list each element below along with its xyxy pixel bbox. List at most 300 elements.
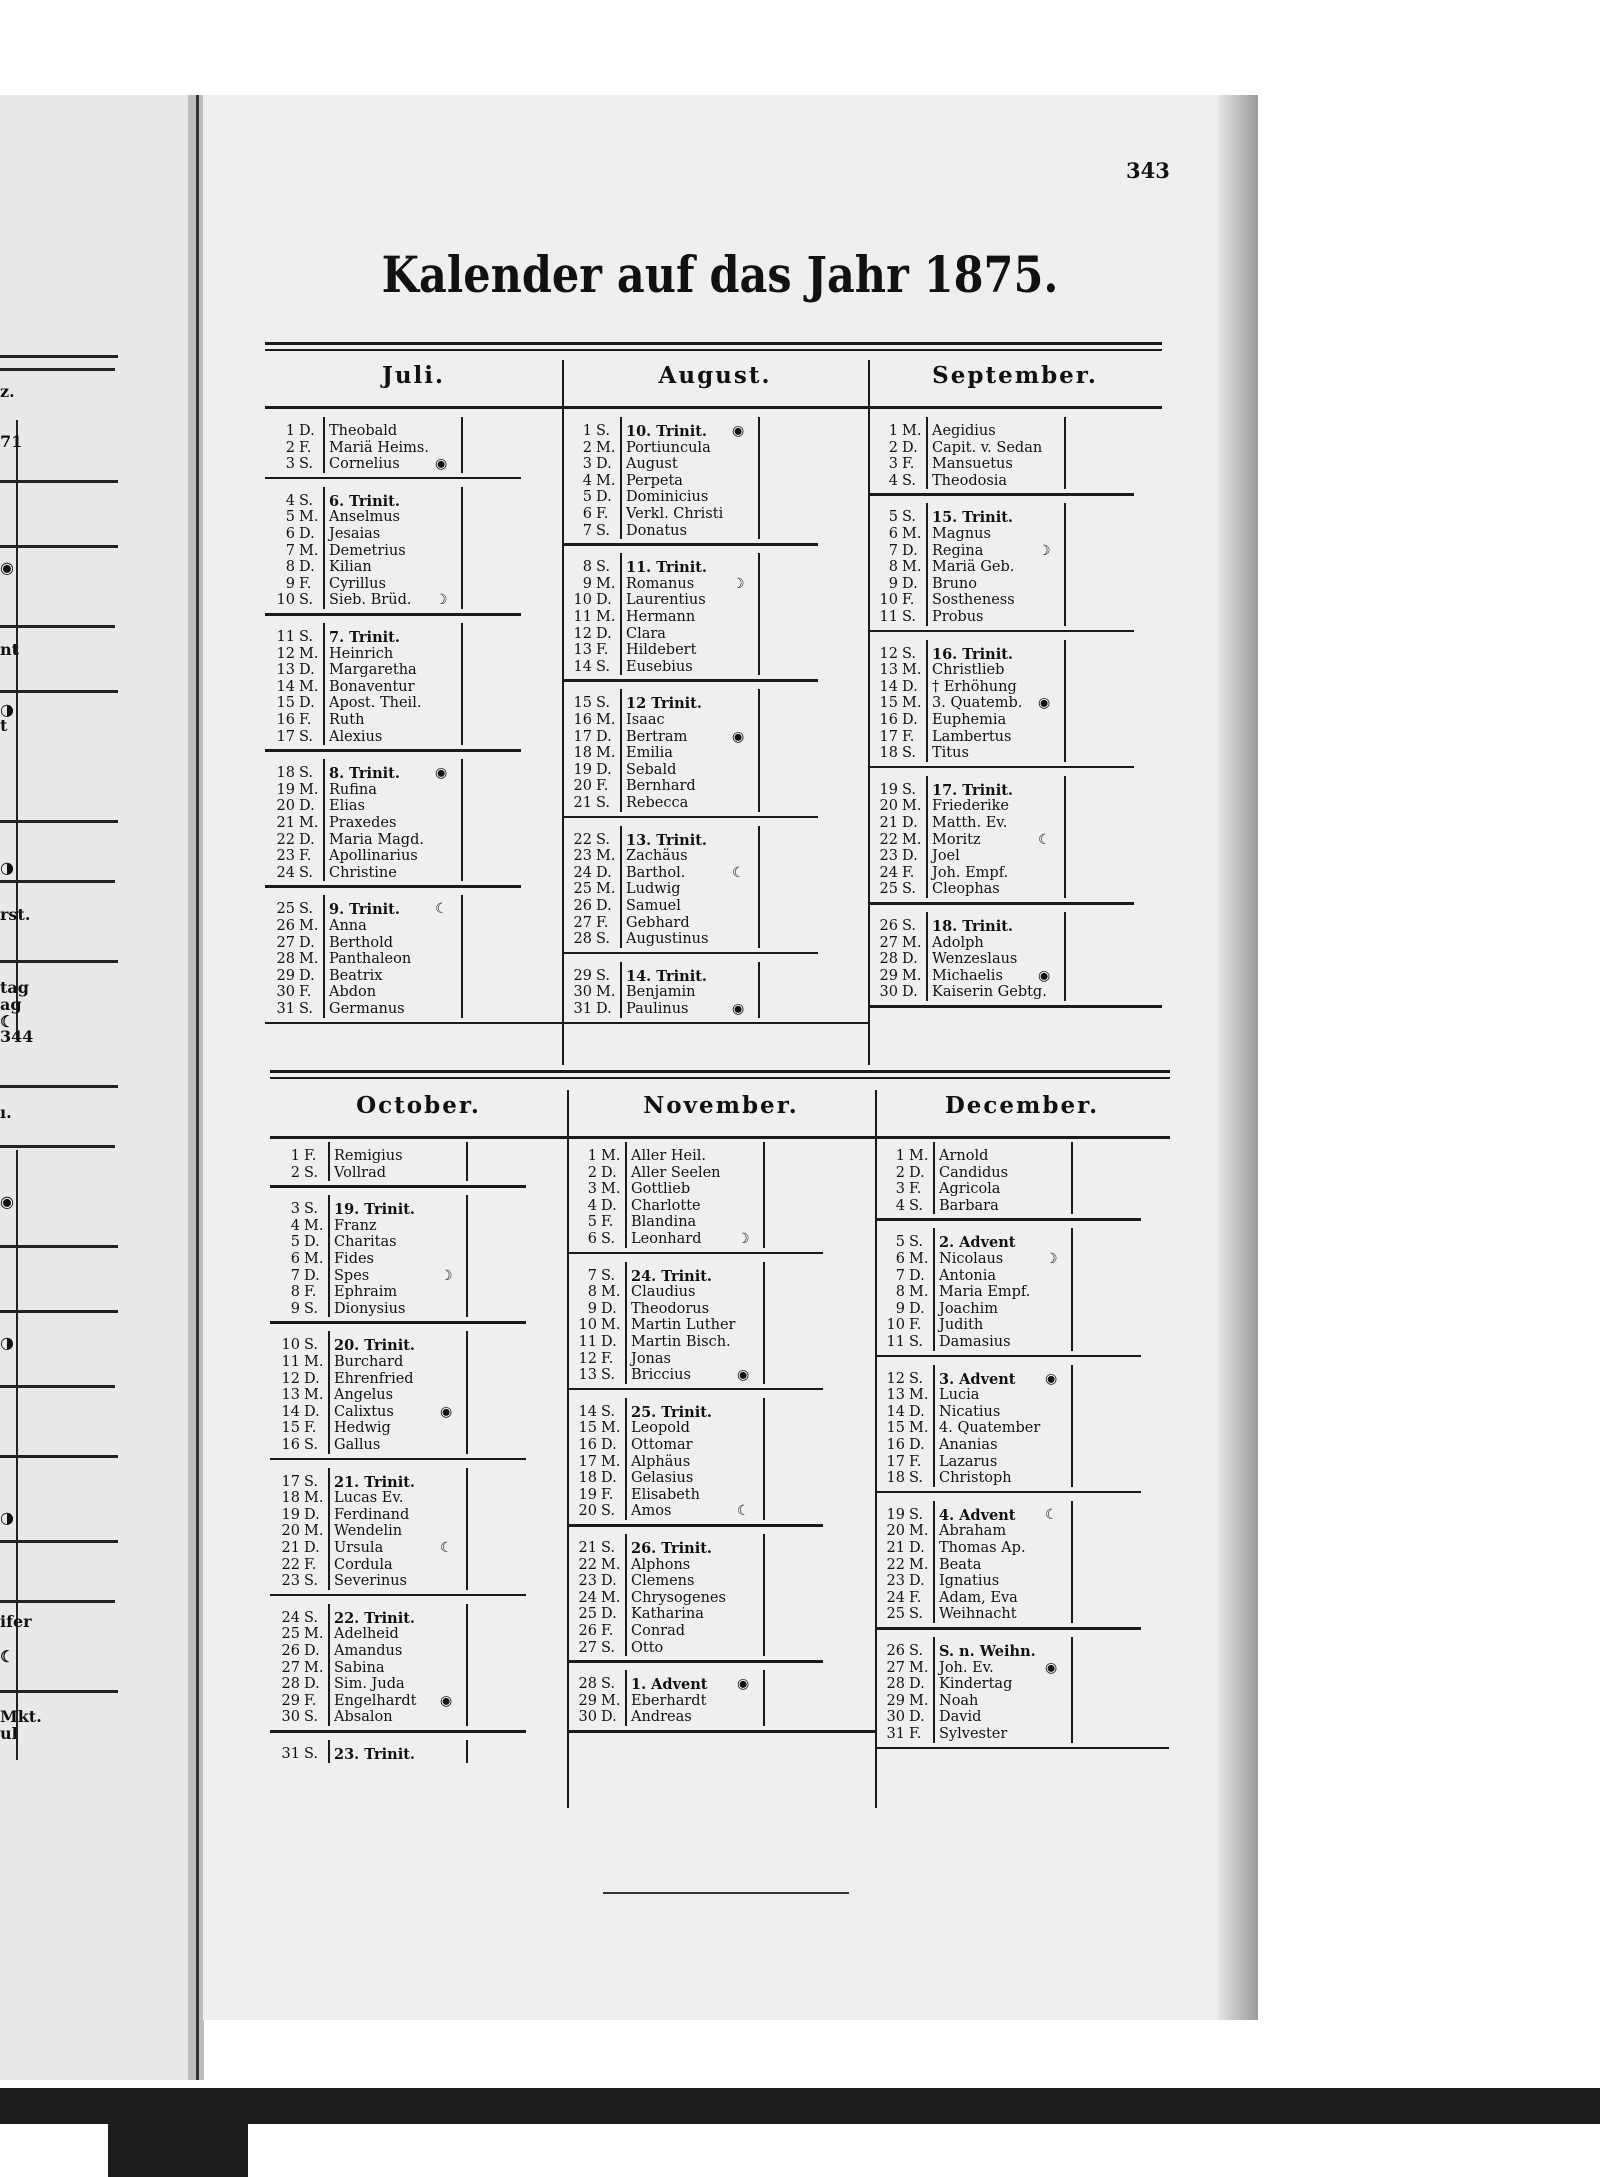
calendar-day-row (567, 1181, 875, 1198)
calendar-day-row (868, 559, 1162, 576)
saint-name: 4. Advent (939, 1506, 1016, 1524)
calendar-day-row (875, 1693, 1169, 1710)
weekday-abbrev: S. (909, 1606, 924, 1623)
weekday-abbrev: D. (601, 1470, 617, 1487)
moon-phase-icon: ◉ (732, 728, 745, 745)
week-separator (265, 885, 521, 888)
day-number: 19 (281, 1506, 300, 1523)
week-right-rule (763, 1670, 765, 1726)
saint-name: Aller Heil. (631, 1148, 706, 1164)
calendar-day-row (562, 881, 868, 898)
weekday-abbrev: S. (902, 881, 917, 898)
calendar-day-row (875, 1371, 1169, 1388)
calendar-day-row (875, 1251, 1169, 1268)
saint-name: Thomas Ap. (939, 1540, 1026, 1556)
day-number: 14 (281, 1403, 300, 1420)
saint-name: August (626, 456, 678, 473)
weekday-abbrev: D. (596, 728, 612, 745)
saint-name: Berthold (329, 934, 393, 951)
weekday-abbrev: F. (902, 456, 915, 473)
week-inner-rule (328, 1331, 330, 1453)
month-header-rule (270, 1136, 1170, 1139)
saint-name: Beatrix (329, 967, 383, 984)
calendar-day-row (265, 765, 562, 782)
week-separator (868, 902, 1134, 905)
calendar-day-row (875, 1660, 1169, 1677)
saint-name: Aller Seelen (631, 1164, 721, 1181)
page-number: 343 (1126, 158, 1170, 183)
saint-name: Rufina (329, 781, 377, 798)
week-separator (562, 952, 818, 955)
day-number: 31 (886, 1726, 905, 1742)
saint-name: 2. Advent (939, 1234, 1016, 1252)
day-number: 14 (886, 1403, 905, 1420)
weekday-abbrev: S. (909, 1506, 924, 1523)
calendar-day-row (875, 1301, 1169, 1318)
calendar-day-row (270, 1746, 567, 1763)
day-number: 17 (578, 1453, 597, 1470)
weekday-abbrev: D. (909, 1267, 925, 1284)
weekday-abbrev: D. (909, 1573, 925, 1590)
saint-name: Verkl. Christi (626, 506, 724, 522)
day-number: 29 (276, 967, 295, 984)
week-inner-rule (933, 1228, 935, 1350)
calendar-day-row (567, 1404, 875, 1421)
week-separator (265, 613, 521, 616)
scan-bottom-border (0, 2088, 1600, 2124)
weekday-abbrev: M. (601, 1692, 621, 1709)
weekday-abbrev: D. (304, 1370, 320, 1387)
saint-name: Matth. Ev. (932, 815, 1008, 831)
week-inner-rule (328, 1468, 330, 1590)
saint-name: 25. Trinit. (631, 1403, 712, 1421)
day-number: 20 (578, 1503, 597, 1520)
week-inner-rule (323, 895, 325, 1017)
calendar-day-row (868, 662, 1162, 679)
day-number: 8 (895, 1284, 905, 1301)
calendar-day-row (270, 1420, 567, 1437)
weekday-abbrev: D. (902, 439, 918, 456)
week-right-rule (1064, 503, 1066, 625)
weekday-abbrev: D. (596, 898, 612, 914)
weekday-abbrev: M. (601, 1284, 621, 1301)
calendar-day-row (875, 1420, 1169, 1437)
saint-name: Paulinus (626, 1001, 689, 1017)
weekday-abbrev: D. (909, 1403, 925, 1420)
calendar-day-row (270, 1387, 567, 1404)
saint-name: Wendelin (334, 1523, 403, 1540)
calendar-day-row (567, 1606, 875, 1623)
saint-name: Sim. Juda (334, 1676, 405, 1693)
calendar-day-row (875, 1284, 1169, 1301)
day-number: 18 (879, 745, 898, 762)
saint-name: Adelheid (334, 1626, 399, 1643)
calendar-day-row (875, 1234, 1169, 1251)
weekday-abbrev: S. (299, 492, 314, 509)
left-page-column-rule (16, 420, 18, 1040)
saint-name: Amos (631, 1503, 672, 1520)
day-number: 20 (573, 778, 592, 795)
left-page-rule (0, 355, 118, 358)
left-page-fragment-text: ☾ (0, 1647, 15, 1666)
week-separator (270, 1458, 526, 1461)
weekday-abbrev: D. (909, 1676, 925, 1693)
day-number: 5 (587, 1214, 597, 1231)
calendar-day-row (567, 1573, 875, 1590)
weekday-abbrev: S. (304, 1609, 319, 1626)
saint-name: Clemens (631, 1573, 695, 1590)
calendar-day-row (868, 712, 1162, 729)
saint-name: Samuel (626, 898, 681, 914)
day-number: 17 (281, 1473, 300, 1490)
calendar-day-row (875, 1470, 1169, 1487)
calendar-day-row (875, 1507, 1169, 1524)
weekday-abbrev: F. (299, 848, 312, 865)
weekday-abbrev: M. (601, 1420, 621, 1437)
weekday-abbrev: F. (909, 1181, 922, 1198)
calendar-day-row (270, 1643, 567, 1660)
weekday-abbrev: D. (601, 1573, 617, 1590)
left-page-fragment-text: ◉ (0, 558, 14, 577)
day-number: 4 (587, 1197, 597, 1214)
weekday-abbrev: S. (596, 795, 611, 811)
weekday-abbrev: D. (909, 1164, 925, 1181)
day-number: 28 (886, 1676, 905, 1693)
day-number: 24 (886, 1589, 905, 1606)
calendar-day-row (567, 1420, 875, 1437)
day-number: 1 (582, 423, 592, 439)
calendar-day-row (562, 473, 868, 490)
day-number: 28 (573, 931, 592, 948)
calendar-day-row (270, 1709, 567, 1726)
weekday-abbrev: S. (601, 1267, 616, 1284)
weekday-abbrev: S. (601, 1503, 616, 1520)
day-number: 2 (582, 439, 592, 456)
moon-phase-icon: ◉ (435, 456, 448, 473)
week-separator (567, 1252, 823, 1255)
day-number: 2 (888, 439, 898, 456)
day-number: 19 (886, 1506, 905, 1523)
saint-name: Friederike (932, 798, 1010, 815)
day-number: 5 (895, 1234, 905, 1251)
saint-name: Maria Empf. (939, 1284, 1031, 1301)
saint-name: 1. Advent (631, 1676, 708, 1694)
day-number: 12 (281, 1370, 300, 1387)
moon-phase-icon: ☾ (1045, 1506, 1058, 1523)
weekday-abbrev: M. (304, 1490, 324, 1507)
day-number: 29 (879, 967, 898, 984)
left-page-fragment-text: ☾ (0, 1012, 15, 1031)
day-number: 19 (578, 1486, 597, 1503)
weekday-abbrev: S. (304, 1573, 319, 1590)
weekday-abbrev: D. (304, 1267, 320, 1284)
saint-name: Abraham (939, 1523, 1007, 1540)
day-number: 17 (573, 728, 592, 745)
saint-name: 10. Trinit. (626, 423, 707, 440)
calendar-day-row (270, 1660, 567, 1677)
week-inner-rule (620, 826, 622, 948)
calendar-day-row (868, 592, 1162, 609)
weekday-abbrev: D. (909, 1437, 925, 1453)
day-number: 17 (276, 728, 295, 745)
weekday-abbrev: D. (902, 815, 918, 831)
calendar-day-row (265, 440, 562, 457)
day-number: 11 (276, 629, 295, 645)
week-inner-rule (323, 417, 325, 473)
calendar-day-row (875, 1317, 1169, 1334)
calendar-day-row (868, 782, 1162, 799)
saint-name: Sabina (334, 1659, 385, 1676)
saint-name: Rebecca (626, 795, 689, 811)
weekday-abbrev: M. (909, 1387, 929, 1404)
day-number: 30 (573, 984, 592, 1001)
day-number: 6 (587, 1231, 597, 1247)
saint-name: Engelhardt (334, 1692, 417, 1709)
weekday-abbrev: M. (304, 1217, 324, 1234)
left-page-rule (0, 1145, 115, 1148)
saint-name: Probus (932, 609, 984, 625)
saint-name: Absalon (334, 1709, 393, 1726)
day-number: 10 (281, 1337, 300, 1354)
moon-phase-icon: ◉ (737, 1367, 750, 1384)
calendar-day-row (868, 456, 1162, 473)
calendar-day-row (868, 918, 1162, 935)
saint-name: Amandus (334, 1643, 403, 1659)
left-page-fragment-text: 71 (0, 432, 23, 451)
week-right-rule (466, 1331, 468, 1453)
saint-name: Kaiserin Gebtg. (932, 984, 1047, 1001)
day-number: 20 (276, 798, 295, 815)
day-number: 25 (281, 1626, 300, 1643)
day-number: 6 (582, 506, 592, 522)
saint-name: Joh. Empf. (932, 864, 1009, 881)
saint-name: Ferdinand (334, 1506, 410, 1523)
weekday-abbrev: M. (909, 1692, 929, 1709)
weekday-abbrev: D. (902, 848, 918, 865)
day-number: 4 (888, 472, 898, 489)
calendar-day-row (567, 1693, 875, 1710)
calendar-day-row (265, 1001, 562, 1018)
day-number: 22 (573, 831, 592, 848)
saint-name: Martin Luther (631, 1317, 736, 1334)
day-number: 3 (888, 456, 898, 473)
left-page-fragment-text: tag (0, 978, 29, 997)
saint-name: Portiuncula (626, 439, 711, 456)
saint-name: Angelus (334, 1387, 394, 1404)
weekday-abbrev: S. (902, 745, 917, 762)
day-number: 13 (886, 1387, 905, 1404)
weekday-abbrev: M. (596, 439, 616, 456)
day-number: 15 (879, 695, 898, 712)
day-number: 29 (281, 1692, 300, 1709)
day-number: 26 (886, 1643, 905, 1659)
calendar-day-row (265, 662, 562, 679)
saint-name: Benjamin (626, 984, 696, 1001)
saint-name: Mariä Heims. (329, 439, 429, 456)
calendar-day-row (868, 984, 1162, 1001)
weekday-abbrev: S. (596, 695, 611, 712)
weekday-abbrev: S. (909, 1334, 924, 1350)
weekday-abbrev: S. (596, 831, 611, 848)
weekday-abbrev: M. (909, 1284, 929, 1301)
day-number: 18 (276, 765, 295, 782)
day-number: 7 (895, 1267, 905, 1284)
calendar-top-rule-thin (265, 349, 1162, 351)
weekday-abbrev: D. (902, 575, 918, 592)
calendar-day-row (875, 1523, 1169, 1540)
week-inner-rule (933, 1637, 935, 1743)
day-number: 29 (886, 1692, 905, 1709)
weekday-abbrev: S. (299, 456, 314, 473)
day-number: 1 (895, 1148, 905, 1164)
saint-name: Perpeta (626, 472, 683, 489)
saint-name: Nicatius (939, 1403, 1001, 1420)
calendar-day-row (567, 1367, 875, 1384)
day-number: 21 (578, 1540, 597, 1556)
calendar-top-rule (265, 342, 1162, 345)
calendar-day-row (868, 935, 1162, 952)
day-number: 22 (879, 831, 898, 848)
saint-name: Severinus (334, 1573, 407, 1590)
day-number: 23 (879, 848, 898, 865)
saint-name: Anna (329, 918, 367, 934)
week-right-rule (758, 553, 760, 675)
saint-name: † Erhöhung (932, 678, 1017, 695)
calendar-day-row (567, 1640, 875, 1657)
day-number: 2 (587, 1164, 597, 1181)
saint-name: Briccius (631, 1367, 691, 1384)
weekday-abbrev: D. (304, 1506, 320, 1523)
weekday-abbrev: S. (304, 1300, 319, 1317)
saint-name: 15. Trinit. (932, 509, 1013, 527)
saint-name: Ignatius (939, 1573, 1000, 1590)
day-number: 12 (573, 625, 592, 642)
calendar-day-row (875, 1404, 1169, 1421)
weekday-abbrev: D. (909, 1300, 925, 1317)
day-number: 6 (888, 526, 898, 542)
saint-name: 14. Trinit. (626, 967, 707, 985)
week-separator (567, 1660, 823, 1663)
saint-name: Zachäus (626, 848, 688, 865)
week-inner-rule (926, 640, 928, 762)
calendar-day-row (567, 1454, 875, 1471)
saint-name: Christoph (939, 1470, 1012, 1487)
weekday-abbrev: D. (902, 712, 918, 728)
saint-name: Blandina (631, 1214, 697, 1231)
day-number: 27 (886, 1659, 905, 1676)
day-number: 4 (290, 1217, 300, 1234)
saint-name: 8. Trinit. (329, 765, 400, 783)
weekday-abbrev: M. (299, 509, 319, 526)
day-number: 20 (879, 798, 898, 815)
day-number: 11 (879, 609, 898, 625)
calendar-day-row (562, 898, 868, 915)
day-number: 13 (281, 1387, 300, 1404)
saint-name: Kindertag (939, 1676, 1013, 1693)
weekday-abbrev: D. (601, 1437, 617, 1453)
day-number: 10 (578, 1317, 597, 1334)
week-right-rule (461, 487, 463, 609)
day-number: 15 (886, 1420, 905, 1437)
calendar-day-row (562, 456, 868, 473)
saint-name: Apollinarius (329, 848, 418, 865)
weekday-abbrev: M. (299, 815, 319, 831)
weekday-abbrev: M. (299, 781, 319, 798)
weekday-abbrev: D. (304, 1234, 320, 1251)
weekday-abbrev: D. (601, 1197, 617, 1214)
weekday-abbrev: F. (902, 728, 915, 745)
week-inner-rule (328, 1195, 330, 1317)
weekday-abbrev: F. (909, 1453, 922, 1470)
weekday-abbrev: D. (601, 1709, 617, 1726)
saint-name: Spes (334, 1267, 370, 1284)
left-page-fragment-text: ifer (0, 1612, 32, 1631)
calendar-day-row (868, 745, 1162, 762)
calendar-day-row (265, 526, 562, 543)
weekday-abbrev: M. (299, 645, 319, 662)
saint-name: Hedwig (334, 1420, 391, 1437)
day-number: 27 (578, 1639, 597, 1656)
week-right-rule (466, 1740, 468, 1763)
weekday-abbrev: S. (304, 1337, 319, 1354)
weekday-abbrev: S. (902, 472, 917, 489)
saint-name: Arnold (939, 1148, 989, 1164)
calendar-day-row (868, 815, 1162, 832)
week-inner-rule (328, 1142, 330, 1181)
left-page-fragment-text: ◑ (0, 1333, 14, 1352)
weekday-abbrev: S. (299, 629, 314, 645)
day-number: 29 (573, 967, 592, 984)
saint-name: Agricola (939, 1181, 1001, 1198)
saint-name: Barbara (939, 1197, 999, 1214)
weekday-abbrev: D. (909, 1709, 925, 1726)
calendar-day-row (270, 1474, 567, 1491)
saint-name: Vollrad (334, 1164, 387, 1181)
saint-name: 26. Trinit. (631, 1540, 712, 1557)
saint-name: Damasius (939, 1334, 1011, 1350)
weekday-abbrev: S. (601, 1231, 616, 1247)
saint-name: Moritz (932, 831, 981, 848)
calendar-day-row (265, 901, 562, 918)
calendar-day-row (265, 559, 562, 576)
day-number: 7 (587, 1267, 597, 1284)
left-page-fragment-text: ◑ (0, 700, 14, 719)
week-right-rule (1064, 776, 1066, 898)
calendar-day-row (265, 832, 562, 849)
saint-name: Lucas Ev. (334, 1490, 404, 1507)
weekday-abbrev: S. (902, 609, 917, 625)
day-number: 5 (888, 509, 898, 526)
day-number: 11 (281, 1354, 300, 1370)
saint-name: Joel (932, 848, 960, 865)
weekday-abbrev: D. (596, 592, 612, 609)
left-page-column-rule (16, 1150, 18, 1760)
left-page-fragment-text: ◉ (0, 1192, 14, 1211)
calendar-day-row (868, 865, 1162, 882)
week-right-rule (763, 1398, 765, 1520)
calendar-day-row (567, 1214, 875, 1231)
saint-name: Demetrius (329, 542, 406, 559)
weekday-abbrev: S. (304, 1746, 319, 1762)
calendar-day-row (875, 1148, 1169, 1165)
saint-name: 3. Quatemb. (932, 695, 1023, 712)
day-number: 2 (285, 439, 295, 456)
calendar-day-row (868, 798, 1162, 815)
day-number: 3 (582, 456, 592, 473)
calendar-day-row (567, 1623, 875, 1640)
saint-name: Theodorus (631, 1300, 710, 1317)
saint-name: Maria Magd. (329, 831, 424, 848)
